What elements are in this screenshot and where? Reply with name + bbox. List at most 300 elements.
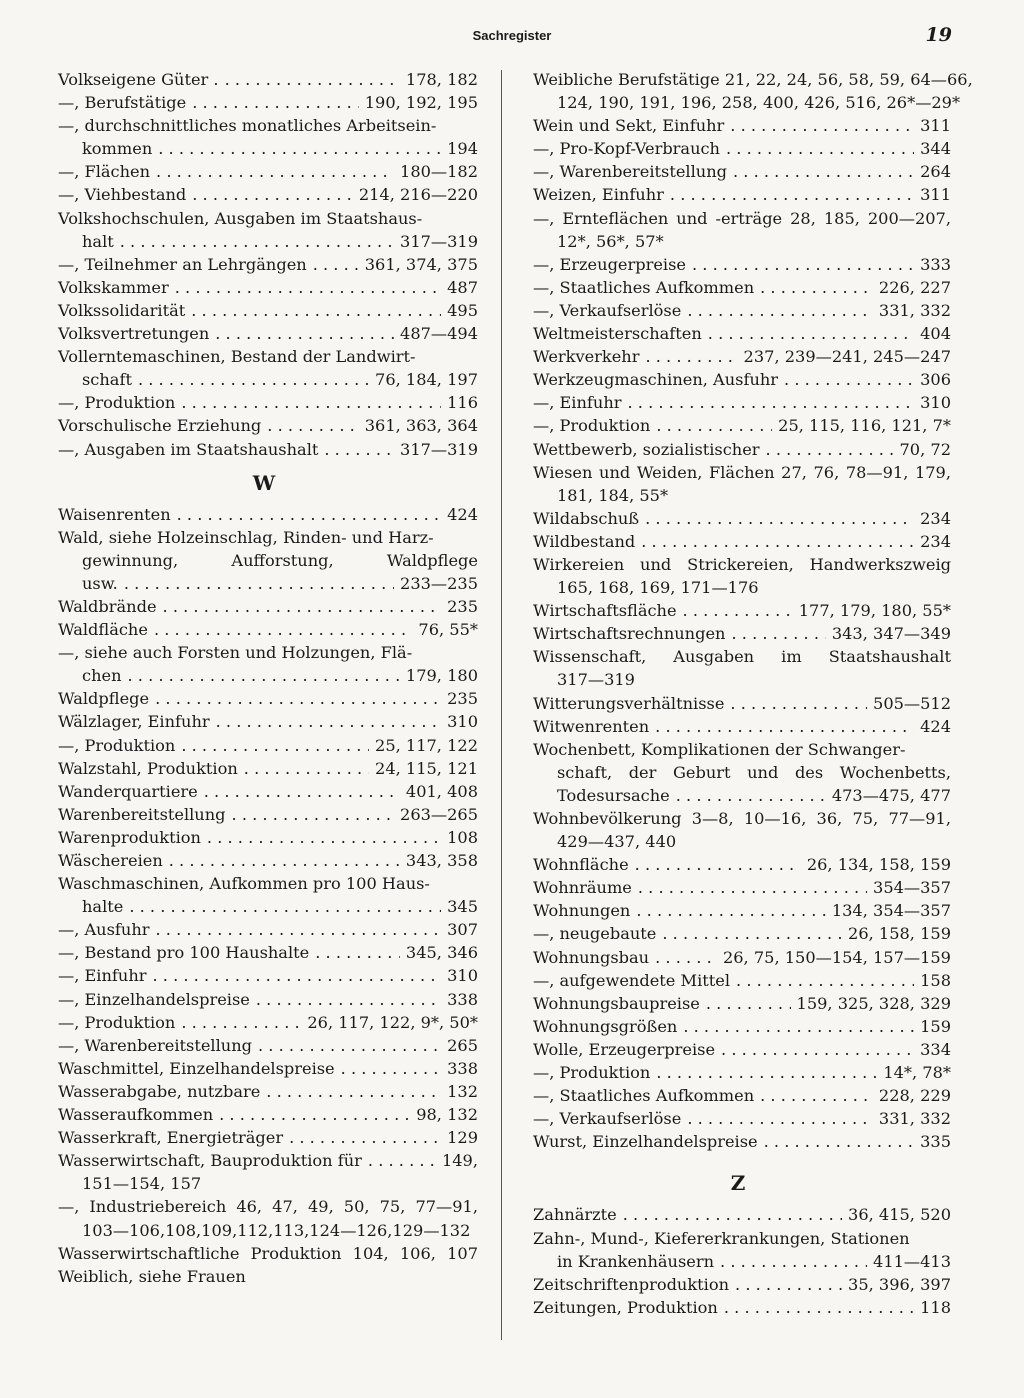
leader-dots — [687, 1107, 873, 1130]
index-entry — [50, 1103, 478, 1126]
entry-term: —, Ausfuhr — [58, 920, 150, 940]
index-line — [557, 830, 951, 853]
entries-v — [50, 68, 478, 461]
entry-term: —, neugebaute — [533, 924, 657, 944]
entry-pages: 12*, 56*, 57* — [557, 231, 664, 251]
entry-pages: 345, 346 — [405, 943, 478, 963]
entry-term: —, Einfuhr — [58, 966, 147, 986]
index-line — [58, 941, 478, 964]
entry-term: Witterungsverhältnisse — [533, 693, 725, 713]
index-line — [58, 1103, 478, 1126]
index-line — [557, 484, 951, 507]
entry-term: —, Einzelhandelspreise — [58, 989, 250, 1009]
entry-term: Waisenrenten — [58, 504, 171, 524]
index-entry — [50, 414, 478, 437]
index-entry — [50, 1149, 478, 1195]
entry-term: Walzstahl, Produktion — [58, 758, 238, 778]
leader-dots — [177, 503, 441, 526]
index-line — [82, 368, 478, 391]
entry-term: Wäschereien — [58, 851, 163, 870]
entry-pages: 331, 332 — [878, 300, 951, 320]
entry-pages: 487 — [447, 277, 478, 297]
index-entry — [50, 503, 478, 526]
leader-dots — [641, 530, 914, 553]
entry-term: Wettbewerb, sozialistischer — [533, 439, 760, 459]
running-head: Sachregister — [472, 28, 552, 43]
index-line — [533, 876, 951, 899]
leader-dots — [708, 322, 914, 345]
index-line — [58, 114, 478, 137]
index-entry — [525, 599, 951, 622]
entry-term: —, Erzeugerpreise — [533, 254, 686, 274]
index-entry — [50, 641, 478, 687]
index-line — [533, 276, 951, 299]
entry-term: Zeitungen, Produktion — [533, 1297, 718, 1317]
index-line — [533, 530, 951, 553]
leader-dots — [720, 1250, 867, 1273]
index-line — [533, 160, 951, 183]
entry-pages: 134, 354—357 — [831, 901, 951, 921]
leader-dots — [721, 1038, 914, 1061]
entry-pages: 343, 358 — [405, 851, 478, 870]
leader-dots — [645, 345, 737, 368]
index-line — [58, 183, 478, 206]
leader-dots — [683, 1015, 914, 1038]
entry-term: Wasserabgabe, nutzbare — [58, 1081, 261, 1101]
leader-dots — [124, 572, 394, 595]
entry-pages: 317—319 — [400, 439, 478, 459]
index-line — [533, 1015, 951, 1038]
leader-dots — [216, 710, 441, 733]
index-entry — [50, 438, 478, 461]
leader-dots — [635, 853, 801, 876]
leader-dots — [676, 784, 826, 807]
entry-term: Volksvertretungen — [58, 324, 210, 344]
index-entry — [50, 391, 478, 414]
entry-pages: 424 — [447, 504, 478, 524]
entry-term: —, Ausgaben im Staatshaushalt — [58, 439, 319, 459]
entry-pages: 338 — [447, 1058, 478, 1078]
index-line — [557, 576, 951, 599]
index-line — [533, 946, 951, 969]
entry-pages: 495 — [447, 300, 478, 320]
index-line — [58, 1011, 478, 1034]
entry-term: Wein und Sekt, Einfuhr — [533, 116, 725, 136]
index-line — [58, 276, 478, 299]
entry-pages: 404 — [920, 324, 951, 344]
index-entry — [525, 992, 951, 1015]
leader-dots — [766, 438, 894, 461]
leader-dots — [638, 876, 867, 899]
index-entry — [50, 299, 478, 322]
index-entry — [525, 922, 951, 945]
index-entry — [50, 114, 478, 160]
index-line — [58, 964, 478, 987]
index-entry — [50, 1126, 478, 1149]
leader-dots — [289, 1126, 441, 1149]
entry-pages: 76, 55* — [418, 620, 478, 640]
leader-dots — [313, 253, 359, 276]
page-header — [0, 24, 1024, 54]
index-entry — [50, 1195, 478, 1241]
index-entry — [50, 68, 478, 91]
index-line — [58, 68, 478, 91]
entry-pages: 158 — [920, 970, 951, 990]
entry-term: Zahn-, Mund-, Kiefererkrankungen, Stationen — [533, 1228, 910, 1248]
index-entry — [50, 803, 478, 826]
entry-term: —, Produktion — [533, 416, 651, 436]
leader-dots — [341, 1057, 441, 1080]
entry-pages: 124, 190, 191, 196, 258, 400, 426, 516, 26*—29* — [557, 93, 961, 113]
index-line — [533, 253, 951, 276]
entry-term: —, Pro-Kopf-Verbrauch — [533, 139, 720, 159]
entry-pages: 190, 192, 195 — [364, 93, 478, 113]
index-entry — [525, 807, 951, 853]
entry-pages: 310 — [920, 393, 951, 413]
entry-pages: 306 — [920, 370, 951, 390]
index-line — [533, 322, 951, 345]
index-line — [533, 853, 951, 876]
leader-dots — [181, 734, 369, 757]
leader-dots — [129, 895, 441, 918]
index-entry — [50, 345, 478, 391]
index-line — [533, 345, 951, 368]
index-entry — [50, 618, 478, 641]
leader-dots — [232, 803, 394, 826]
entry-pages: 335 — [920, 1132, 951, 1152]
index-entry — [50, 734, 478, 757]
entry-pages: 264 — [920, 162, 951, 182]
entry-term: Waldfläche — [58, 620, 148, 640]
index-line — [58, 872, 478, 895]
leader-dots — [730, 114, 914, 137]
leader-dots — [256, 988, 441, 1011]
entry-term: Waldbrände — [58, 596, 157, 616]
entry-term: Weiblich, siehe Frauen — [58, 1266, 246, 1286]
leader-dots — [687, 299, 873, 322]
entry-pages: 177, 179, 180, 55* — [798, 601, 951, 621]
index-entry — [525, 114, 951, 137]
entry-term: —, Staatliches Aufkommen — [533, 277, 755, 297]
index-line — [557, 668, 951, 691]
leader-dots — [219, 1103, 410, 1126]
leader-dots — [623, 1203, 842, 1226]
index-entry — [525, 276, 951, 299]
index-entry — [525, 299, 951, 322]
entry-pages: 354—357 — [873, 878, 951, 898]
index-entry — [525, 692, 951, 715]
leader-dots — [155, 687, 441, 710]
leader-dots — [655, 946, 717, 969]
index-line — [58, 391, 478, 414]
index-entry — [525, 68, 973, 114]
index-entry — [525, 738, 951, 807]
leader-dots — [204, 780, 400, 803]
index-line — [58, 1126, 478, 1149]
entries-w-right — [525, 68, 973, 1153]
entry-pages: 361, 363, 364 — [364, 416, 478, 436]
index-entry — [525, 1203, 951, 1226]
entry-term: Wildabschuß — [533, 508, 640, 528]
index-entry — [525, 553, 951, 599]
entry-pages: 103—106,108,109,112,113,124—126,129—132 — [82, 1220, 471, 1240]
index-line — [533, 414, 951, 437]
index-entry — [525, 345, 951, 368]
index-line — [58, 803, 478, 826]
leader-dots — [636, 899, 825, 922]
index-line — [533, 68, 973, 91]
entry-term: halte — [82, 897, 124, 917]
entry-term: Wirtschaftsfläche — [533, 601, 677, 621]
index-line — [533, 1296, 951, 1319]
index-line — [82, 549, 478, 572]
index-line — [82, 230, 478, 253]
index-entry — [50, 780, 478, 803]
index-entry — [50, 253, 478, 276]
entry-pages: 26, 75, 150—154, 157—159 — [722, 947, 951, 967]
entry-pages: 132 — [447, 1081, 478, 1101]
entry-term: —, Verkaufserlöse — [533, 300, 682, 320]
index-entry — [50, 964, 478, 987]
index-entry — [50, 276, 478, 299]
entry-term: Waldpflege — [58, 689, 150, 709]
leader-dots — [764, 1130, 914, 1153]
entry-pages: 98, 132 — [416, 1105, 478, 1125]
index-line — [557, 784, 951, 807]
entry-term: Wohnfläche — [533, 855, 629, 875]
index-line — [58, 1057, 478, 1080]
index-line — [533, 715, 951, 738]
index-line — [58, 1080, 478, 1103]
entry-pages: 344 — [920, 139, 951, 159]
entries-z — [525, 1203, 951, 1318]
entry-pages: 411—413 — [873, 1251, 951, 1271]
entry-term: Warenproduktion — [58, 827, 201, 847]
entry-term: Wasserwirtschaft, Bauproduktion für — [58, 1151, 362, 1171]
index-line — [557, 230, 951, 253]
entry-pages: 181, 184, 55* — [557, 485, 669, 505]
entry-pages: 35, 396, 397 — [848, 1274, 951, 1294]
index-entry — [525, 438, 951, 461]
index-line — [58, 687, 478, 710]
entry-pages: 343, 347—349 — [831, 624, 951, 644]
index-line — [533, 899, 951, 922]
index-line — [58, 322, 478, 345]
index-entry — [50, 941, 478, 964]
entry-pages: 361, 374, 375 — [364, 254, 478, 274]
leader-dots — [683, 599, 793, 622]
leader-dots — [192, 91, 359, 114]
entry-pages: 226, 227 — [878, 277, 951, 297]
entry-term: Wirkereien und Strickereien, Handwerkszweig — [533, 554, 951, 574]
entry-term: —, Produktion — [58, 1012, 176, 1032]
index-line — [533, 207, 951, 230]
index-entry — [525, 160, 951, 183]
entry-pages: 194 — [447, 139, 478, 159]
entry-term: Volkskammer — [58, 277, 169, 297]
entry-pages: 307 — [447, 920, 478, 940]
index-line — [533, 299, 951, 322]
index-line — [58, 503, 478, 526]
entry-term: chen — [82, 666, 122, 686]
entry-term: Werkverkehr — [533, 347, 640, 367]
entry-term: Wiesen und Weiden, Flächen 27, 76, 78—91, 179, — [533, 462, 951, 482]
leader-dots — [163, 595, 442, 618]
leader-dots — [192, 183, 353, 206]
entry-pages: 180—182 — [400, 162, 478, 182]
entry-term: schaft, der Geburt und des Wochenbetts, — [557, 762, 951, 782]
index-line — [58, 757, 478, 780]
entry-pages: 487—494 — [400, 324, 478, 344]
entry-pages: 310 — [447, 966, 478, 986]
entry-pages: 265 — [447, 1035, 478, 1055]
entry-pages: 116 — [447, 393, 478, 413]
index-line — [58, 160, 478, 183]
index-line — [533, 1107, 951, 1130]
index-entry — [50, 1242, 478, 1265]
entry-term: Zeitschriftenproduktion — [533, 1274, 730, 1294]
entry-pages: 26, 158, 159 — [848, 924, 951, 944]
index-line — [58, 734, 478, 757]
index-line — [533, 969, 951, 992]
section-letter-w: W — [252, 470, 276, 495]
index-line — [82, 1219, 478, 1242]
entry-term: Werkzeugmaschinen, Ausfuhr — [533, 370, 779, 390]
leader-dots — [760, 1084, 873, 1107]
entry-pages: 235 — [447, 689, 478, 709]
entry-pages: 159 — [920, 1016, 951, 1036]
index-line — [58, 253, 478, 276]
index-line — [58, 641, 478, 664]
index-entry — [50, 918, 478, 941]
index-line — [557, 761, 951, 784]
entry-term: —, Viehbestand — [58, 185, 187, 205]
entry-term: Wanderquartiere — [58, 781, 198, 801]
index-entry — [50, 1057, 478, 1080]
index-entry — [525, 1296, 951, 1319]
index-entry — [525, 1015, 951, 1038]
index-line — [82, 137, 478, 160]
entry-term: Wochenbett, Komplikationen der Schwanger- — [533, 739, 906, 759]
index-line — [533, 1227, 951, 1250]
leader-dots — [645, 507, 914, 530]
entry-pages: 311 — [920, 185, 951, 205]
leader-dots — [258, 1034, 441, 1057]
entry-pages: 14*, 78* — [883, 1063, 951, 1083]
index-line — [533, 738, 951, 761]
index-column-left — [50, 68, 478, 1288]
index-line — [58, 710, 478, 733]
index-line — [533, 807, 951, 830]
entry-term: Zahnärzte — [533, 1205, 617, 1225]
entry-term: —, Produktion — [533, 1063, 651, 1083]
leader-dots — [175, 276, 441, 299]
index-line — [533, 461, 951, 484]
index-column-right — [525, 68, 973, 1319]
leader-dots — [656, 1061, 877, 1084]
index-entry — [525, 137, 951, 160]
index-line — [533, 645, 951, 668]
index-entry — [525, 1130, 951, 1153]
entry-pages: 129 — [447, 1128, 478, 1148]
index-line — [58, 345, 478, 368]
index-line — [533, 368, 951, 391]
leader-dots — [724, 1296, 914, 1319]
index-line — [58, 595, 478, 618]
entry-term: Volkshochschulen, Ausgaben im Staatshaus- — [58, 208, 423, 228]
leader-dots — [128, 664, 400, 687]
index-line — [557, 91, 961, 114]
index-entry — [525, 461, 951, 507]
index-entry — [525, 876, 951, 899]
entry-pages: 333 — [920, 254, 951, 274]
entry-term: halt — [82, 231, 114, 251]
index-entry — [50, 1080, 478, 1103]
leader-dots — [169, 849, 400, 872]
index-entry — [525, 414, 951, 437]
leader-dots — [120, 230, 394, 253]
leader-dots — [154, 618, 412, 641]
index-entry — [50, 322, 478, 345]
entry-pages: 311 — [920, 116, 951, 136]
index-line — [58, 780, 478, 803]
entry-term: Wolle, Erzeugerpreise — [533, 1039, 716, 1059]
leader-dots — [655, 715, 914, 738]
index-entry — [525, 1061, 951, 1084]
entry-term: —, Warenbereitstellung — [58, 1035, 253, 1055]
index-entry — [50, 988, 478, 1011]
entry-pages: 26, 134, 158, 159 — [806, 855, 951, 875]
index-line — [82, 664, 478, 687]
entry-term: Vorschulische Erziehung — [58, 416, 262, 436]
index-line — [533, 183, 951, 206]
leader-dots — [181, 391, 441, 414]
entry-pages: 228, 229 — [878, 1086, 951, 1106]
index-entry — [50, 91, 478, 114]
section-letter-z: Z — [730, 1171, 746, 1196]
leader-dots — [152, 964, 441, 987]
entry-pages: 149, — [441, 1151, 478, 1171]
index-line — [58, 1195, 478, 1218]
index-line — [533, 1130, 951, 1153]
index-entry — [50, 160, 478, 183]
entry-pages: 334 — [920, 1039, 951, 1059]
index-entry — [525, 207, 951, 253]
leader-dots — [155, 918, 441, 941]
entry-pages: 424 — [920, 716, 951, 736]
index-line — [58, 526, 478, 549]
leader-dots — [706, 992, 791, 1015]
entry-term: —, Staatliches Aufkommen — [533, 1086, 755, 1106]
leader-dots — [191, 299, 441, 322]
entry-term: Wohnbevölkerung 3—8, 10—16, 36, 75, 77—91, — [533, 809, 951, 828]
index-entry — [525, 253, 951, 276]
entry-term: Wirtschaftsrechnungen — [533, 624, 726, 644]
entry-term: Wildbestand — [533, 531, 636, 551]
index-entry — [525, 1273, 951, 1296]
leader-dots — [324, 438, 394, 461]
index-entry — [525, 1107, 951, 1130]
index-line — [58, 91, 478, 114]
entry-term: usw. — [82, 573, 118, 593]
entry-term: Waschmittel, Einzelhandelspreise — [58, 1058, 335, 1078]
index-entry — [50, 595, 478, 618]
index-entry — [525, 622, 951, 645]
index-entry — [525, 391, 951, 414]
index-line — [58, 1149, 478, 1172]
index-line — [557, 1250, 951, 1273]
leader-dots — [735, 1273, 842, 1296]
